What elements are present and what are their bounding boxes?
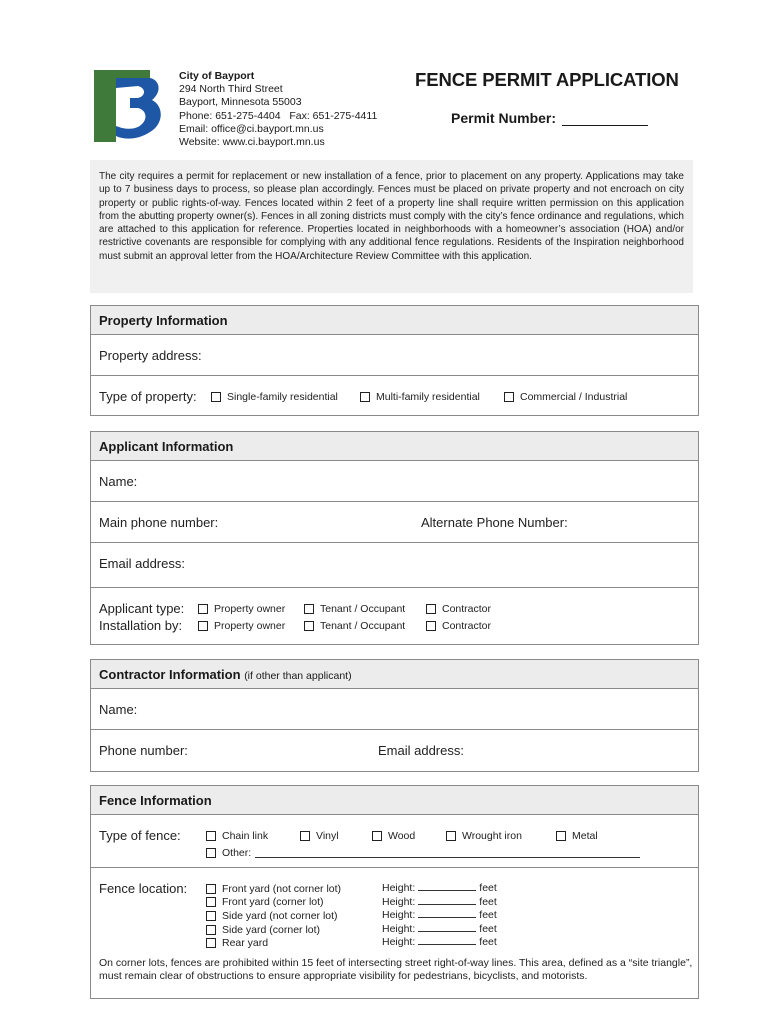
contractor-contact-row[interactable]	[91, 730, 698, 771]
height-field[interactable]: Height: feet	[382, 909, 497, 922]
applicant-owner-option[interactable]: Property owner	[198, 603, 285, 615]
fence-other-option[interactable]: Other:	[206, 847, 640, 859]
location-front-corner[interactable]: Front yard (corner lot)	[206, 896, 341, 910]
fence-wrought-iron-option[interactable]: Wrought iron	[446, 830, 522, 842]
contractor-heading	[91, 660, 698, 689]
location-options-list	[206, 882, 341, 950]
city-logo	[94, 70, 164, 142]
property-address-row[interactable]	[91, 335, 698, 376]
fence-location-row	[91, 868, 698, 998]
checkbox-icon[interactable]	[198, 621, 208, 631]
install-contractor-option[interactable]: Contractor	[426, 620, 491, 632]
option-commercial[interactable]: Commercial / Industrial	[504, 391, 627, 403]
fence-type-row	[91, 815, 698, 868]
checkbox-icon[interactable]	[426, 604, 436, 614]
fence-type-label: Type of fence:	[99, 828, 181, 843]
property-section	[90, 305, 699, 416]
contractor-phone-label: Phone number:	[99, 743, 188, 758]
corner-lot-note: On corner lots, fences are prohibited within 15 feet of intersecting street right-of-way lines. This area, defined as a “site triangle”, must remain clear of obstructions to ensure appropriate visibility for pedestrians, bicyclists, and motorists.	[99, 957, 693, 982]
fence-metal-option[interactable]: Metal	[556, 830, 598, 842]
intro-paragraph: The city requires a permit for replacement or new installation of a fence, prior to placement on any property. Applications may take up to 7 business days to process, so please plan accordingly. Fences must be placed on private property and not encroach on city property or public rights-of-way. Fences located within 2 feet of a property line shall require written permission on this application from the abutting property owner(s). Fences in all zoning districts must comply with the city’s fence ordinance and regulations, which are attached to this application for reference. Properties located in neighborhoods with a homeowner’s association (HOA) and/or restrictive covenants are responsible for complying with any additional fence regulations. Residents of the Inspiration neighborhood must submit an approval letter from the HOA/Architecture Review Committee with this application.	[90, 160, 693, 293]
property-type-label: Type of property:	[99, 389, 197, 404]
checkbox-icon[interactable]	[206, 925, 216, 935]
contractor-name-row[interactable]	[91, 689, 698, 730]
height-blank[interactable]	[418, 923, 476, 932]
location-side-corner[interactable]: Side yard (corner lot)	[206, 923, 341, 937]
location-front-not-corner[interactable]: Front yard (not corner lot)	[206, 882, 341, 896]
property-address-label: Property address:	[99, 348, 202, 363]
email-address: Email: office@ci.bayport.mn.us	[179, 122, 324, 135]
applicant-heading: Applicant Information	[91, 432, 698, 461]
applicant-contractor-option[interactable]: Contractor	[426, 603, 491, 615]
permit-number-label: Permit Number:	[451, 110, 557, 126]
checkbox-icon[interactable]	[206, 848, 216, 858]
checkbox-icon[interactable]	[206, 911, 216, 921]
installation-by-label: Installation by:	[99, 618, 183, 633]
checkbox-icon[interactable]	[372, 831, 382, 841]
checkbox-icon[interactable]	[446, 831, 456, 841]
fence-vinyl-option[interactable]: Vinyl	[300, 830, 339, 842]
height-field[interactable]: Height: feet	[382, 882, 497, 894]
applicant-type-label: Applicant type:	[99, 601, 185, 616]
checkbox-icon[interactable]	[198, 604, 208, 614]
checkbox-icon[interactable]	[300, 831, 310, 841]
height-blank[interactable]	[418, 936, 476, 945]
fence-heading: Fence Information	[91, 786, 698, 815]
option-single-family[interactable]: Single-family residential	[211, 391, 338, 403]
street-address: 294 North Third Street	[179, 83, 283, 96]
checkbox-icon[interactable]	[504, 392, 514, 402]
city-address-block	[179, 70, 377, 149]
checkbox-icon[interactable]	[206, 938, 216, 948]
applicant-section	[90, 431, 699, 645]
checkbox-icon[interactable]	[211, 392, 221, 402]
applicant-email-row[interactable]	[91, 543, 698, 588]
option-multi-family[interactable]: Multi-family residential	[360, 391, 480, 403]
height-fields-list	[382, 882, 497, 950]
contractor-email-label: Email address:	[378, 743, 464, 758]
phone-fax: Phone: 651-275-4404 Fax: 651-275-4411	[179, 109, 378, 122]
contractor-heading-title: Contractor Information	[99, 667, 241, 682]
install-tenant-option[interactable]: Tenant / Occupant	[304, 620, 405, 632]
checkbox-icon[interactable]	[304, 621, 314, 631]
checkbox-icon[interactable]	[206, 831, 216, 841]
contractor-section	[90, 659, 699, 772]
other-fence-blank[interactable]	[255, 848, 640, 858]
contractor-heading-note: (if other than applicant)	[244, 670, 352, 682]
website: Website: www.ci.bayport.mn.us	[179, 136, 325, 149]
main-phone-label: Main phone number:	[99, 515, 219, 530]
property-type-row	[91, 376, 698, 415]
checkbox-icon[interactable]	[426, 621, 436, 631]
fence-wood-option[interactable]: Wood	[372, 830, 415, 842]
height-field[interactable]: Height: feet	[382, 922, 497, 935]
checkbox-icon[interactable]	[206, 897, 216, 907]
applicant-type-row	[91, 588, 698, 644]
property-heading: Property Information	[91, 306, 698, 335]
applicant-phone-row[interactable]	[91, 502, 698, 543]
fence-chain-link-option[interactable]: Chain link	[206, 830, 268, 842]
fence-section	[90, 785, 699, 999]
contractor-name-label: Name:	[99, 702, 138, 717]
checkbox-icon[interactable]	[360, 392, 370, 402]
city-state-zip: Bayport, Minnesota 55003	[179, 96, 302, 109]
city-name: City of Bayport	[179, 70, 255, 82]
checkbox-icon[interactable]	[206, 884, 216, 894]
applicant-name-label: Name:	[99, 474, 138, 489]
fence-location-label: Fence location:	[99, 881, 188, 896]
applicant-email-label: Email address:	[99, 556, 185, 571]
document-title: FENCE PERMIT APPLICATION	[415, 69, 679, 90]
permit-number-blank[interactable]	[562, 112, 648, 126]
height-field[interactable]: Height: feet	[382, 936, 497, 949]
height-blank[interactable]	[418, 909, 476, 918]
alt-phone-label: Alternate Phone Number:	[421, 515, 568, 530]
location-rear[interactable]: Rear yard	[206, 936, 341, 950]
checkbox-icon[interactable]	[304, 604, 314, 614]
location-side-not-corner[interactable]: Side yard (not corner lot)	[206, 909, 341, 923]
height-field[interactable]: Height: feet	[382, 895, 497, 908]
height-blank[interactable]	[418, 882, 476, 891]
checkbox-icon[interactable]	[556, 831, 566, 841]
applicant-tenant-option[interactable]: Tenant / Occupant	[304, 603, 405, 615]
install-owner-option[interactable]: Property owner	[198, 620, 285, 632]
permit-number-field[interactable]	[451, 110, 648, 126]
height-blank[interactable]	[418, 896, 476, 905]
applicant-name-row[interactable]	[91, 461, 698, 502]
